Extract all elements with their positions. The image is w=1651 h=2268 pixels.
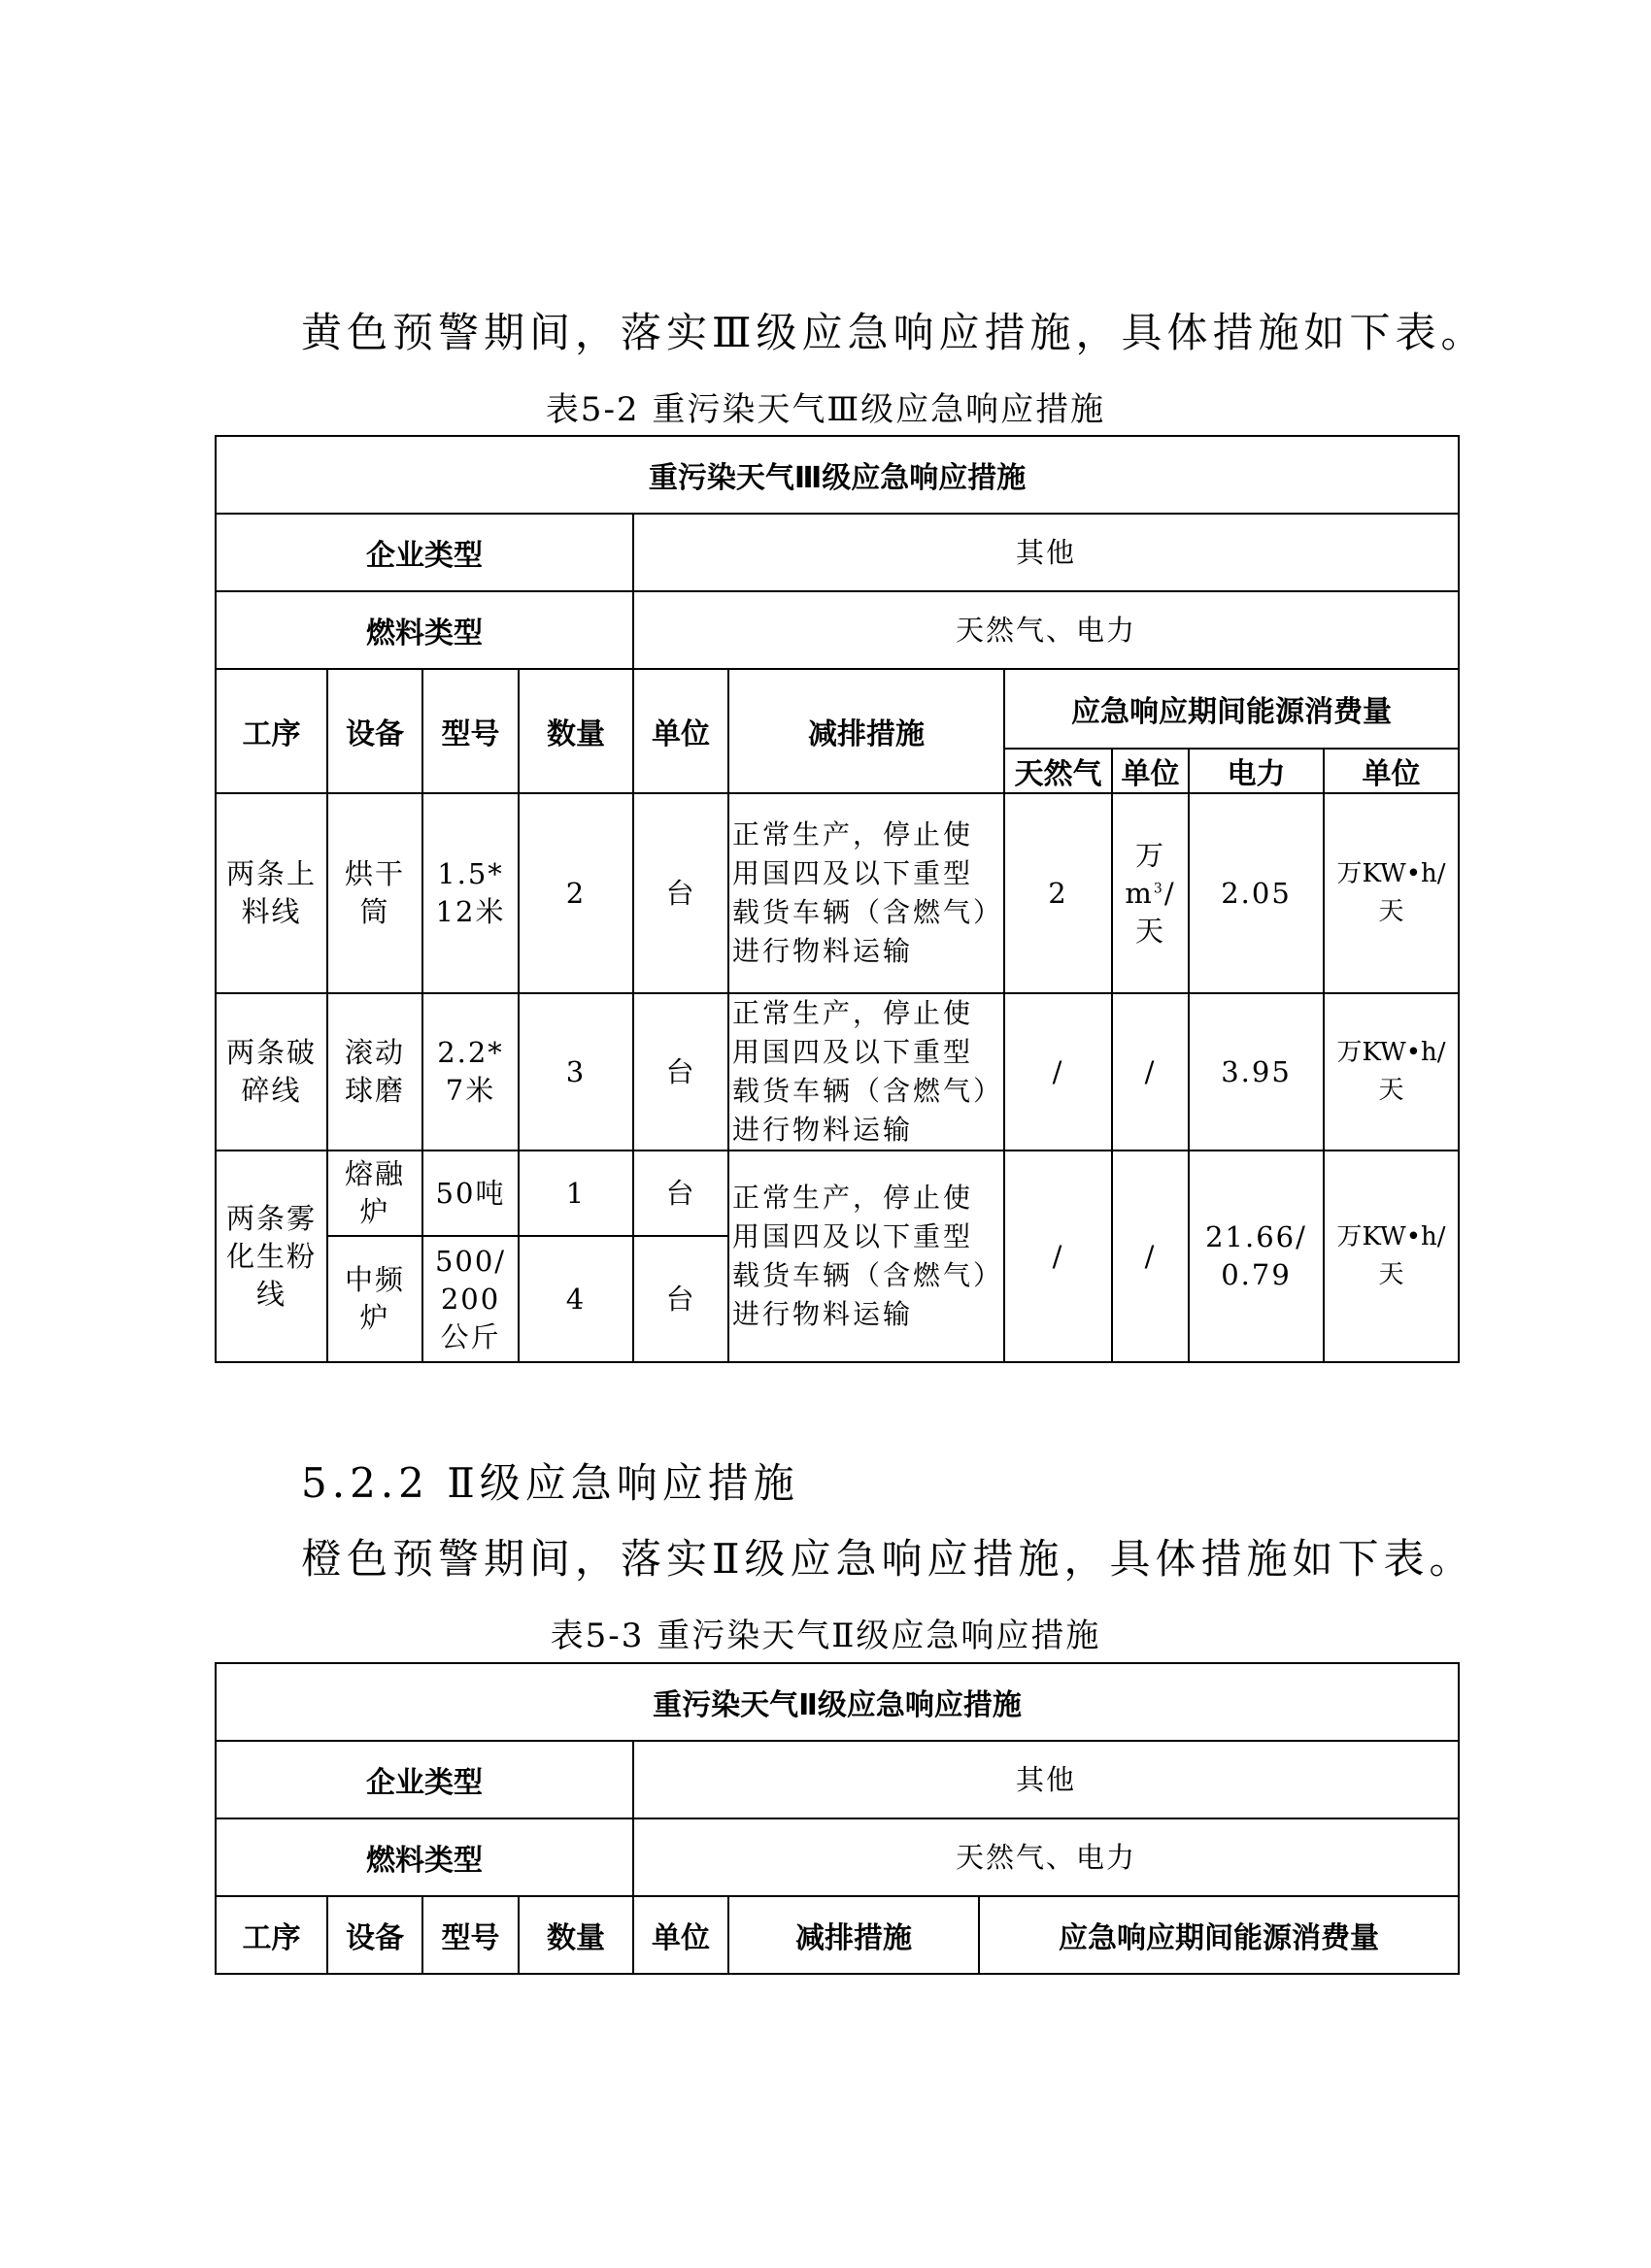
cell-model: 1.5*12米 <box>422 793 519 993</box>
table-row <box>216 793 1459 993</box>
cell-unit: 台 <box>633 1151 728 1236</box>
header-process: 工序 <box>216 1896 327 1974</box>
header-model: 型号 <box>422 1896 519 1974</box>
enterprise-type-value: 其他 <box>633 1741 1459 1818</box>
header-unit: 单位 <box>633 1896 728 1974</box>
cell-equipment: 烘干筒 <box>327 793 422 993</box>
cell-model: 500/200公斤 <box>422 1236 519 1362</box>
table-row <box>216 1151 1459 1236</box>
cell-measures: 正常生产，停止使用国四及以下重型载货车辆（含燃气）进行物料运输 <box>728 793 1004 993</box>
cell-gas-unit: / <box>1112 993 1189 1151</box>
header-unit: 单位 <box>633 669 728 793</box>
cell-power: 3.95 <box>1189 993 1324 1151</box>
enterprise-type-label: 企业类型 <box>216 514 633 591</box>
cell-quantity: 3 <box>519 993 633 1151</box>
cell-unit: 台 <box>633 1236 728 1362</box>
enterprise-type-value: 其他 <box>633 514 1459 591</box>
cell-model: 2.2*7米 <box>422 993 519 1151</box>
table-row <box>216 993 1459 1151</box>
cell-quantity: 1 <box>519 1151 633 1236</box>
table-caption-2: 表5-3 重污染天气Ⅱ级应急响应措施 <box>550 1617 1101 1655</box>
cell-gas-unit <box>1112 793 1189 993</box>
intro-paragraph-1: 黄色预警期间，落实Ⅲ级应急响应措施，具体措施如下表。 <box>301 309 1487 356</box>
cell-power: 2.05 <box>1189 793 1324 993</box>
cell-quantity: 4 <box>519 1236 633 1362</box>
header-model: 型号 <box>422 669 519 793</box>
cell-unit: 台 <box>633 793 728 993</box>
cell-model: 50吨 <box>422 1151 519 1236</box>
fuel-type-label: 燃料类型 <box>216 1818 633 1896</box>
enterprise-type-label: 企业类型 <box>216 1741 633 1818</box>
cell-power-unit: 万KW•h/天 <box>1324 1151 1459 1362</box>
header-process: 工序 <box>216 669 327 793</box>
gas-unit-superscript: 3 <box>1153 880 1164 896</box>
table-title: 重污染天气Ⅱ级应急响应措施 <box>216 1663 1459 1741</box>
cell-gas-unit: / <box>1112 1151 1189 1362</box>
cell-equipment: 滚动球磨 <box>327 993 422 1151</box>
intro-paragraph-2: 橙色预警期间，落实Ⅱ级应急响应措施，具体措施如下表。 <box>301 1535 1475 1583</box>
cell-equipment: 中频炉 <box>327 1236 422 1362</box>
header-equipment: 设备 <box>327 1896 422 1974</box>
cell-gas: / <box>1004 993 1112 1151</box>
fuel-type-value: 天然气、电力 <box>633 591 1459 669</box>
header-power-unit: 单位 <box>1324 749 1459 793</box>
table-level2-measures <box>215 1662 1460 1975</box>
cell-process: 两条雾化生粉线 <box>216 1151 327 1362</box>
table-caption-1: 表5-2 重污染天气Ⅲ级应急响应措施 <box>545 390 1106 429</box>
header-energy: 应急响应期间能源消费量 <box>1004 669 1459 749</box>
header-gas: 天然气 <box>1004 749 1112 793</box>
table-title: 重污染天气Ⅲ级应急响应措施 <box>216 436 1459 514</box>
cell-gas: 2 <box>1004 793 1112 993</box>
header-quantity: 数量 <box>519 1896 633 1974</box>
cell-process: 两条上料线 <box>216 793 327 993</box>
cell-power-unit: 万KW•h/天 <box>1324 993 1459 1151</box>
header-equipment: 设备 <box>327 669 422 793</box>
cell-power-unit: 万KW•h/天 <box>1324 793 1459 993</box>
section-heading-5-2-2: 5.2.2 Ⅱ级应急响应措施 <box>301 1459 799 1507</box>
header-measures: 减排措施 <box>728 1896 979 1974</box>
gas-unit-text: 万m <box>1125 838 1165 910</box>
cell-measures: 正常生产，停止使用国四及以下重型载货车辆（含燃气）进行物料运输 <box>728 1151 1004 1362</box>
header-power: 电力 <box>1189 749 1324 793</box>
header-quantity: 数量 <box>519 669 633 793</box>
gas-unit-tail: /天 <box>1134 876 1176 948</box>
table-level3-measures <box>215 435 1460 1363</box>
cell-quantity: 2 <box>519 793 633 993</box>
cell-process: 两条破碎线 <box>216 993 327 1151</box>
header-measures: 减排措施 <box>728 669 1004 793</box>
cell-measures: 正常生产，停止使用国四及以下重型载货车辆（含燃气）进行物料运输 <box>728 993 1004 1151</box>
header-gas-unit: 单位 <box>1112 749 1189 793</box>
cell-gas: / <box>1004 1151 1112 1362</box>
cell-unit: 台 <box>633 993 728 1151</box>
fuel-type-value: 天然气、电力 <box>633 1818 1459 1896</box>
cell-power: 21.66/0.79 <box>1189 1151 1324 1362</box>
cell-equipment: 熔融炉 <box>327 1151 422 1236</box>
header-energy: 应急响应期间能源消费量 <box>979 1896 1459 1974</box>
fuel-type-label: 燃料类型 <box>216 591 633 669</box>
